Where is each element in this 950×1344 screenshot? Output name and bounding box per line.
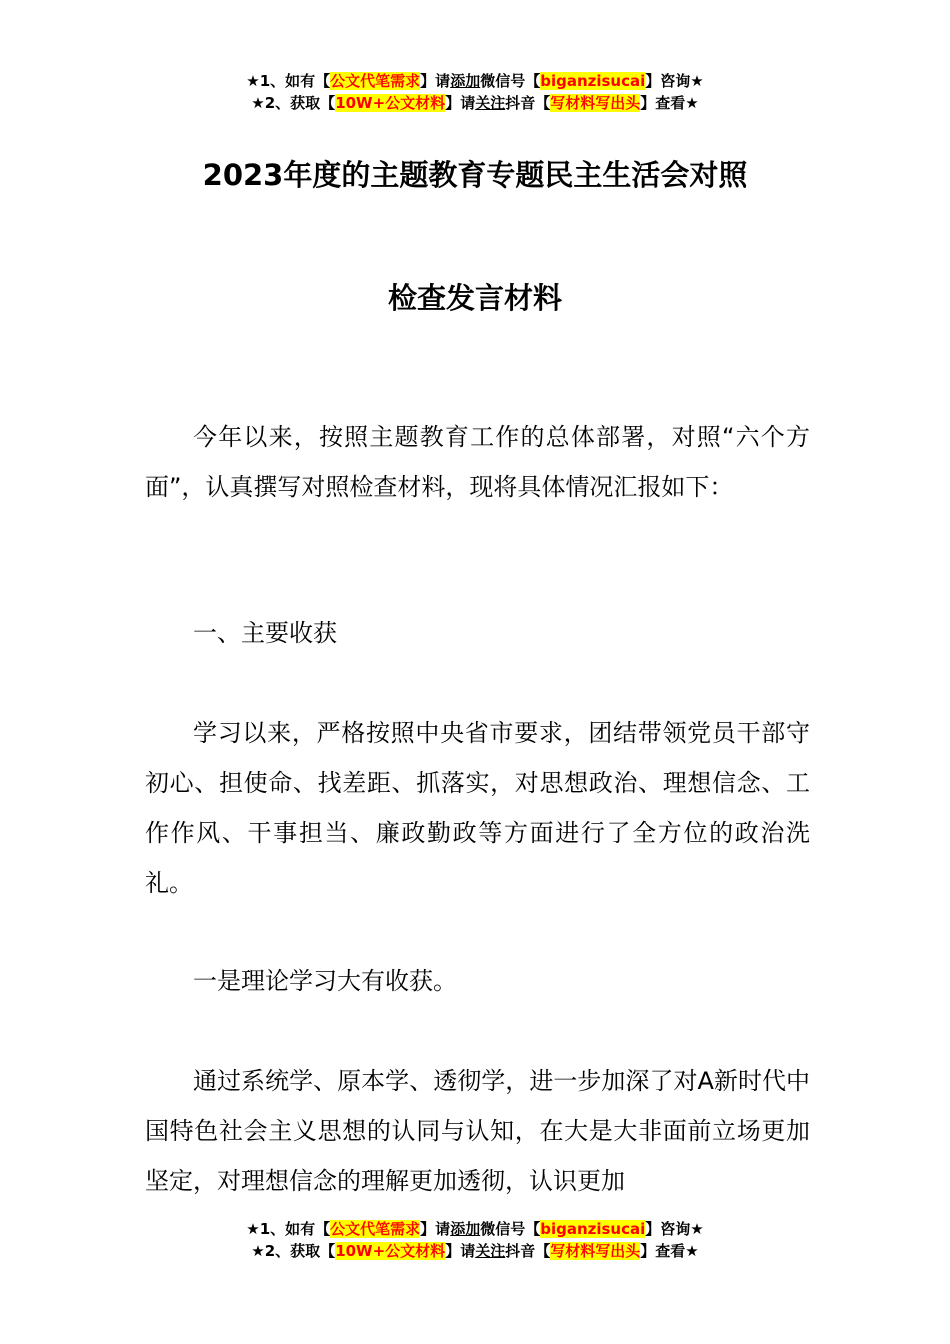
banner-highlight: 公文代笔需求: [330, 1220, 421, 1238]
banner-text: 抖音【: [505, 94, 551, 112]
footer-banner: [0, 1218, 950, 1262]
document-title-line-1: 2023年度的主题教育专题民主生活会对照: [202, 158, 748, 192]
document-title-line-2: 检查发言材料: [387, 281, 562, 315]
banner-text: 微信号【: [480, 72, 541, 90]
banner-emphasis: 添加: [450, 1220, 481, 1238]
banner-text: 】请: [420, 1220, 451, 1238]
point-paragraph: 通过系统学、原本学、透彻学，进一步加深了对A新时代中国特色社会主义思想的认同与认知，在大是大非面前立场更加坚定，对理想信念的理解更加透彻，认识更加: [145, 1067, 810, 1195]
banner-text: 】咨询★: [645, 72, 704, 90]
banner-highlight: 10W+公文材料: [335, 1242, 446, 1260]
header-banner: [0, 70, 950, 114]
banner-highlight: 公文代笔需求: [330, 72, 421, 90]
point-heading: 一是理论学习大有收获。: [193, 967, 457, 995]
banner-highlight: biganzisucai: [540, 1220, 646, 1238]
banner-highlight: 10W+公文材料: [335, 94, 446, 112]
banner-text: 】请: [420, 72, 451, 90]
section-paragraph: 学习以来，严格按照中央省市要求，团结带领党员干部守初心、担使命、找差距、抓落实，对思想政治、理想信念、工作作风、干事担当、廉政勤政等方面进行了全方位的政治洗礼。: [145, 719, 810, 897]
banner-line-2: [0, 92, 950, 114]
banner-highlight: 写材料写出头: [550, 1242, 641, 1260]
banner-text: ★2、获取【: [251, 1242, 336, 1260]
banner-highlight: biganzisucai: [540, 72, 646, 90]
section-heading: 一、主要收获: [193, 619, 337, 647]
banner-line-1: [0, 70, 950, 92]
banner-emphasis: 添加: [450, 72, 481, 90]
banner-text: 】请: [445, 94, 476, 112]
banner-text: 微信号【: [480, 1220, 541, 1238]
banner-highlight: 写材料写出头: [550, 94, 641, 112]
banner-text: 】请: [445, 1242, 476, 1260]
banner-text: 】咨询★: [645, 1220, 704, 1238]
banner-line-1: [0, 1218, 950, 1240]
banner-text: 】查看★: [640, 1242, 699, 1260]
banner-text: ★1、如有【: [246, 72, 331, 90]
banner-line-2: [0, 1240, 950, 1262]
banner-text: 抖音【: [505, 1242, 551, 1260]
banner-text: ★1、如有【: [246, 1220, 331, 1238]
intro-paragraph: 今年以来，按照主题教育工作的总体部署，对照“六个方面”，认真撰写对照检查材料，现将具体情况汇报如下：: [145, 423, 810, 501]
banner-emphasis: 关注: [475, 1242, 506, 1260]
banner-text: 】查看★: [640, 94, 699, 112]
banner-text: ★2、获取【: [251, 94, 336, 112]
banner-emphasis: 关注: [475, 94, 506, 112]
